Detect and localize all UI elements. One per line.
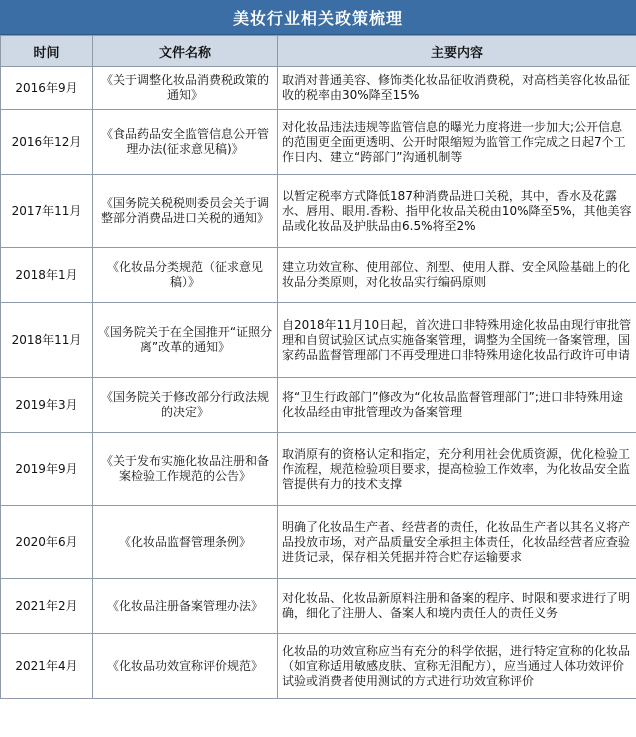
cell-content: 建立功效宣称、使用部位、剂型、使用人群、安全风险基础上的化妆品分类原则，对化妆品实行编码原则	[278, 248, 636, 303]
cell-doc: 《化妆品功效宣称评价规范》	[93, 634, 278, 699]
table-row	[1, 67, 636, 110]
table-row	[1, 506, 636, 579]
cell-time: 2019年9月	[1, 433, 93, 506]
cell-time: 2017年11月	[1, 175, 93, 248]
cell-doc: 《化妆品监督管理条例》	[93, 506, 278, 579]
cell-doc: 《关于调整化妆品消费税政策的通知》	[93, 67, 278, 110]
cell-time: 2018年11月	[1, 303, 93, 378]
cell-content: 取消对普通美容、修饰类化妆品征收消费税，对高档美容化妆品征收的税率由30%降至15%	[278, 67, 636, 110]
cell-doc: 《关于发布实施化妆品注册和备案检验工作规范的公告》	[93, 433, 278, 506]
cell-doc: 《国务院关税税则委员会关于调整部分消费品进口关税的通知》	[93, 175, 278, 248]
cell-doc: 《化妆品注册备案管理办法》	[93, 579, 278, 634]
cell-time: 2020年6月	[1, 506, 93, 579]
cell-content: 对化妆品违法违规等监管信息的曝光力度将进一步加大;公开信息的范围更全面更透明、公开时限缩短为监管工作完成之日起7个工作日内、建立“跨部门”沟通机制等	[278, 110, 636, 175]
table-row	[1, 378, 636, 433]
cell-time: 2019年3月	[1, 378, 93, 433]
table-row	[1, 634, 636, 699]
header-doc: 文件名称	[93, 36, 278, 67]
table-row	[1, 303, 636, 378]
table-row	[1, 110, 636, 175]
cell-content: 以暂定税率方式降低187种消费品进口关税，其中，香水及花露水、唇用、眼用.香粉、指甲化妆品关税由10%降至5%，其他美容品或化妆品及护肤品由6.5%将至2%	[278, 175, 636, 248]
header-content: 主要内容	[278, 36, 636, 67]
cell-time: 2018年1月	[1, 248, 93, 303]
cell-time: 2021年4月	[1, 634, 93, 699]
cell-time: 2021年2月	[1, 579, 93, 634]
table-row	[1, 248, 636, 303]
cell-time: 2016年9月	[1, 67, 93, 110]
cell-doc: 《食品药品安全监管信息公开管理办法(征求意见稿)》	[93, 110, 278, 175]
cell-doc: 《化妆品分类规范（征求意见稿）》	[93, 248, 278, 303]
header-time: 时间	[1, 36, 93, 67]
cell-content: 自2018年11月10日起，首次进口非特殊用途化妆品由现行审批管理和自贸试验区试点实施备案管理，调整为全国统一备案管理，国家药品监督管理部门不再受理进口非特殊用途化妆品行政许可申请	[278, 303, 636, 378]
table-row	[1, 433, 636, 506]
cell-content: 明确了化妆品生产者、经营者的责任，化妆品生产者以其名义将产品投放市场，对产品质量安全承担主体责任，化妆品经营者应查验进货记录，保存相关凭据并符合贮存运输要求	[278, 506, 636, 579]
cell-doc: 《国务院关于修改部分行政法规的决定》	[93, 378, 278, 433]
table-title: 美妆行业相关政策梳理	[0, 0, 636, 35]
cell-content: 化妆品的功效宣称应当有充分的科学依据，进行特定宣称的化妆品（如宣称适用敏感皮肤、宣称无泪配方），应当通过人体功效评价试验或消费者使用测试的方式进行功效宣称评价	[278, 634, 636, 699]
cell-content: 对化妆品、化妆品新原料注册和备案的程序、时限和要求进行了明确，细化了注册人、备案人和境内责任人的责任义务	[278, 579, 636, 634]
cell-doc: 《国务院关于在全国推开“证照分离”改革的通知》	[93, 303, 278, 378]
cell-time: 2016年12月	[1, 110, 93, 175]
header-row	[1, 36, 636, 67]
table-row	[1, 579, 636, 634]
table-row	[1, 175, 636, 248]
policy-table	[0, 35, 636, 699]
cell-content: 取消原有的资格认定和指定，充分利用社会优质资源，优化检验工作流程，规范检验项目要求，提高检验工作效率，为化妆品安全监管提供有力的技术支撑	[278, 433, 636, 506]
cell-content: 将“卫生行政部门”修改为“化妆品监督管理部门”;进口非特殊用途化妆品经由审批管理改为备案管理	[278, 378, 636, 433]
